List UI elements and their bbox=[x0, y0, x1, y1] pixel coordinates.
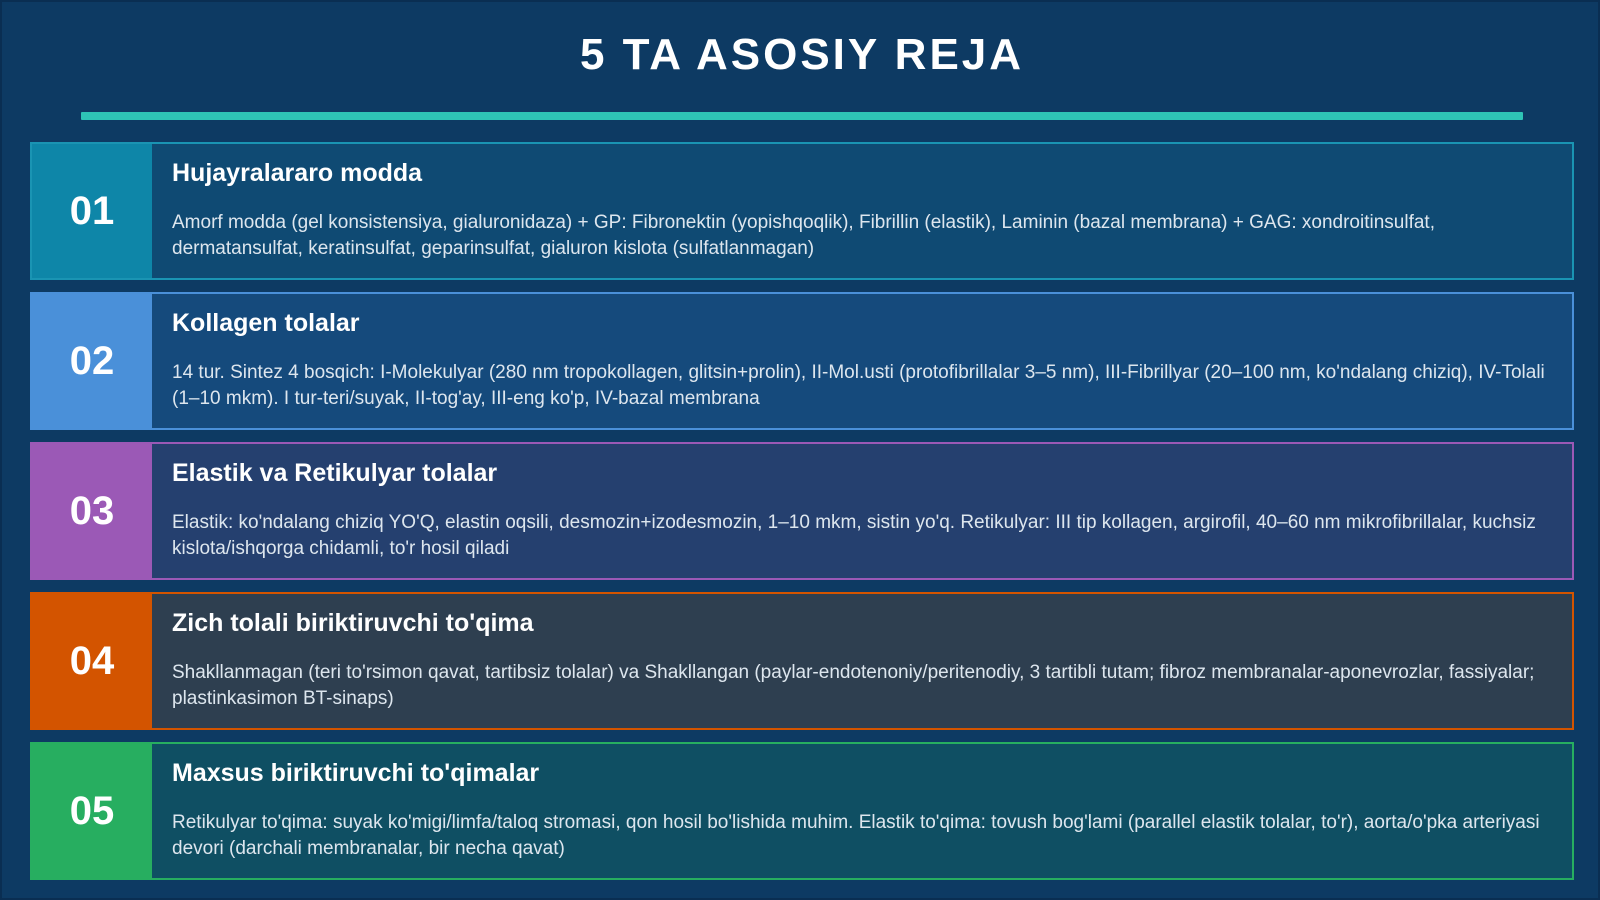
plan-item-title: Hujayralararo modda bbox=[172, 159, 423, 187]
plan-item-title: Maxsus biriktiruvchi to'qimalar bbox=[172, 759, 540, 787]
plan-item-05 bbox=[30, 742, 1574, 880]
plan-item-content bbox=[152, 144, 1572, 278]
plan-item-content bbox=[152, 594, 1572, 728]
plan-item-description: Retikulyar to'qima: suyak ko'migi/limfa/taloq stromasi, qon hosil bo'lishida muhim. Elastik to'qima: tovush bog'lami (parallel elastik tolalar, to'r), aorta/o'pka arteriyasi devori (darchali membranalar, bir necha qavat) bbox=[172, 812, 1540, 859]
plan-item-number: 04 bbox=[32, 594, 152, 728]
plan-item-number: 03 bbox=[32, 444, 152, 578]
slide-title: 5 TA ASOSIY REJA bbox=[579, 30, 1025, 79]
plan-item-description: Shakllanmagan (teri to'rsimon qavat, tartibsiz tolalar) va Shakllangan (paylar-endotenoniy/peritenodiy, 3 tartibli tutam; fibroz membranalar-aponevrozlar, fassiyalar; plastinkasimon BT-sinaps) bbox=[172, 662, 1535, 709]
plan-item-number: 01 bbox=[32, 144, 152, 278]
plan-item-number: 02 bbox=[32, 294, 152, 428]
plan-item-number: 05 bbox=[32, 744, 152, 878]
plan-item-title: Zich tolali biriktiruvchi to'qima bbox=[172, 609, 534, 637]
plan-item-content bbox=[152, 744, 1572, 878]
plan-item-03 bbox=[30, 442, 1574, 580]
plan-item-title: Elastik va Retikulyar tolalar bbox=[172, 459, 498, 487]
plan-item-content bbox=[152, 294, 1572, 428]
plan-item-02 bbox=[30, 292, 1574, 430]
plan-item-content bbox=[152, 444, 1572, 578]
plan-item-description: Amorf modda (gel konsistensiya, gialuronidaza) + GP: Fibronektin (yopishqoqlik), Fibrillin (elastik), Laminin (bazal membrana) + GAG: xondroitinsulfat, dermatansulfat, keratinsulfat, geparinsulfat, gialuron kislota (sulfatlanmagan) bbox=[172, 212, 1435, 259]
plan-item-01 bbox=[30, 142, 1574, 280]
plan-item-title: Kollagen tolalar bbox=[172, 309, 360, 337]
plan-item-description: 14 tur. Sintez 4 bosqich: I-Molekulyar (280 nm tropokollagen, glitsin+prolin), II-Mol.usti (protofibrillalar 3–5 nm), III-Fibrillyar (20–100 nm, ko'ndalang chiziq), IV-Tolali (1–10 mkm). I tur-teri/suyak, II-tog'ay, III-eng ko'p, IV-bazal membrana bbox=[172, 362, 1545, 409]
plan-item-description: Elastik: ko'ndalang chiziq YO'Q, elastin oqsili, desmozin+izodesmozin, 1–10 mkm, sistin yo'q. Retikulyar: III tip kollagen, argirofil, 40–60 nm mikrofibrillalar, kuchsiz kislota/ishqorga chidamli, to'r hosil qiladi bbox=[172, 512, 1536, 559]
plan-item-04 bbox=[30, 592, 1574, 730]
title-underline bbox=[81, 112, 1523, 120]
plan-list bbox=[30, 142, 1574, 892]
